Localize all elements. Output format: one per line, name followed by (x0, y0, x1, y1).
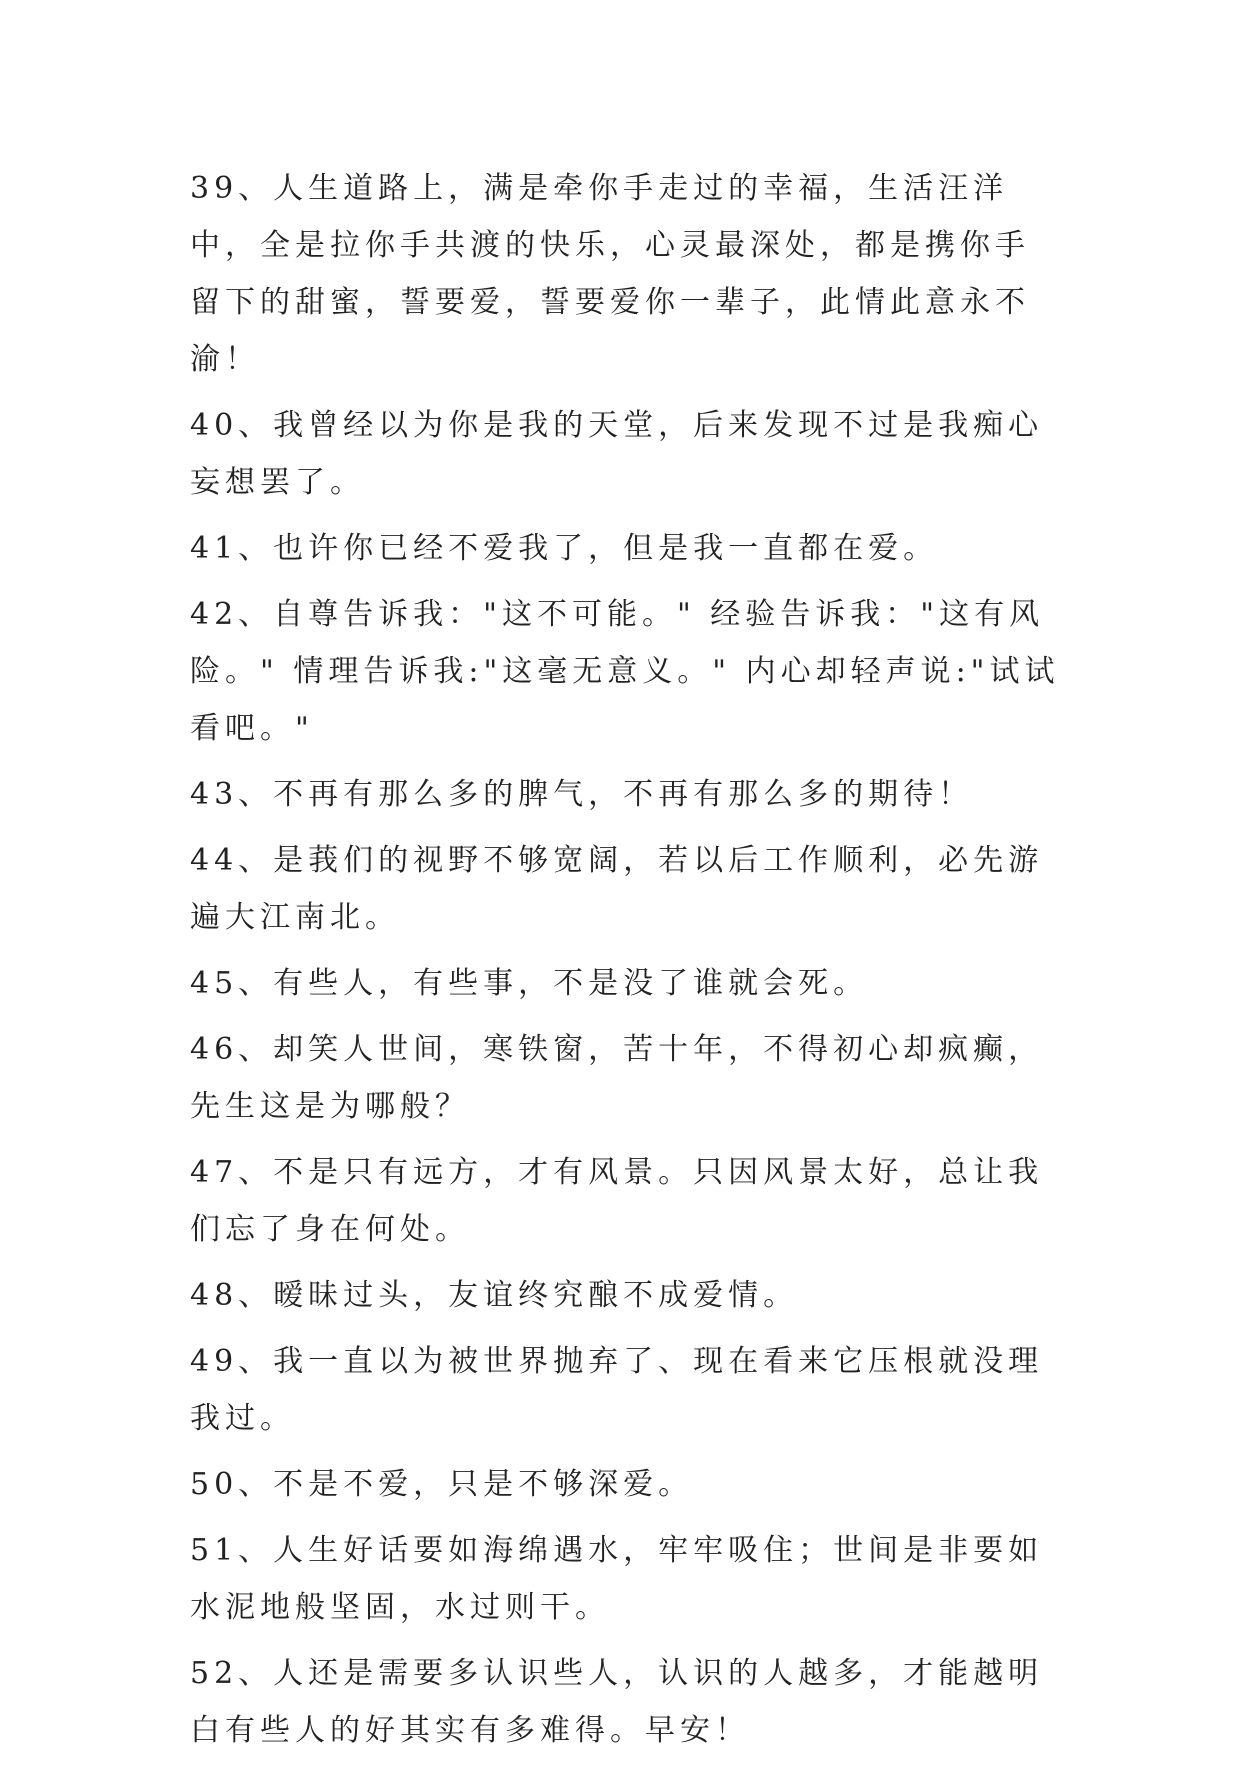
entry-48: 48、暧昧过头，友谊终究酿不成爱情。 (190, 1278, 799, 1313)
entry-47: 47、不是只有远方，才有风景。只因风景太好，总让我们忘了身在何处。 (190, 1155, 1044, 1247)
entry-46: 46、却笑人世间，寒铁窗，苦十年，不得初心却疯癫，先生这是为哪般？ (190, 1032, 1044, 1124)
entry-39: 39、人生道路上，满是牵你手走过的幸福，生活汪洋中，全是拉你手共渡的快乐，心灵最深处，都是携你手留下的甜蜜，誓要爱，誓要爱你一辈子，此情此意永不渝！ (190, 171, 1030, 377)
entry-44: 44、是莪们的视野不够宽阔，若以后工作顺利，必先游遍大江南北。 (190, 843, 1044, 935)
entry-41: 41、也许你已经不爱我了，但是我一直都在爱。 (190, 531, 939, 566)
entry-45: 45、有些人，有些事，不是没了谁就会死。 (190, 966, 869, 1001)
entry-42: 42、自尊告诉我："这不可能。" 经验告诉我："这有风险。" 情理告诉我:"这毫无意义。" 内心却轻声说:"试试看吧。" (190, 597, 1060, 746)
entry-49: 49、我一直以为被世界抛弃了、现在看来它压根就没理我过。 (190, 1344, 1044, 1436)
entry-51: 51、人生好话要如海绵遇水，牢牢吸住；世间是非要如水泥地般坚固，水过则干。 (190, 1533, 1044, 1625)
entry-52: 52、人还是需要多认识些人，认识的人越多，才能越明白有些人的好其实有多难得。早安！ (190, 1656, 1044, 1748)
entry-43: 43、不再有那么多的脾气，不再有那么多的期待！ (190, 777, 974, 812)
entry-50: 50、不是不爱，只是不够深爱。 (190, 1467, 694, 1502)
entry-40: 40、我曾经以为你是我的天堂，后来发现不过是我痴心妄想罢了。 (190, 408, 1044, 500)
document-body (190, 160, 1060, 1768)
